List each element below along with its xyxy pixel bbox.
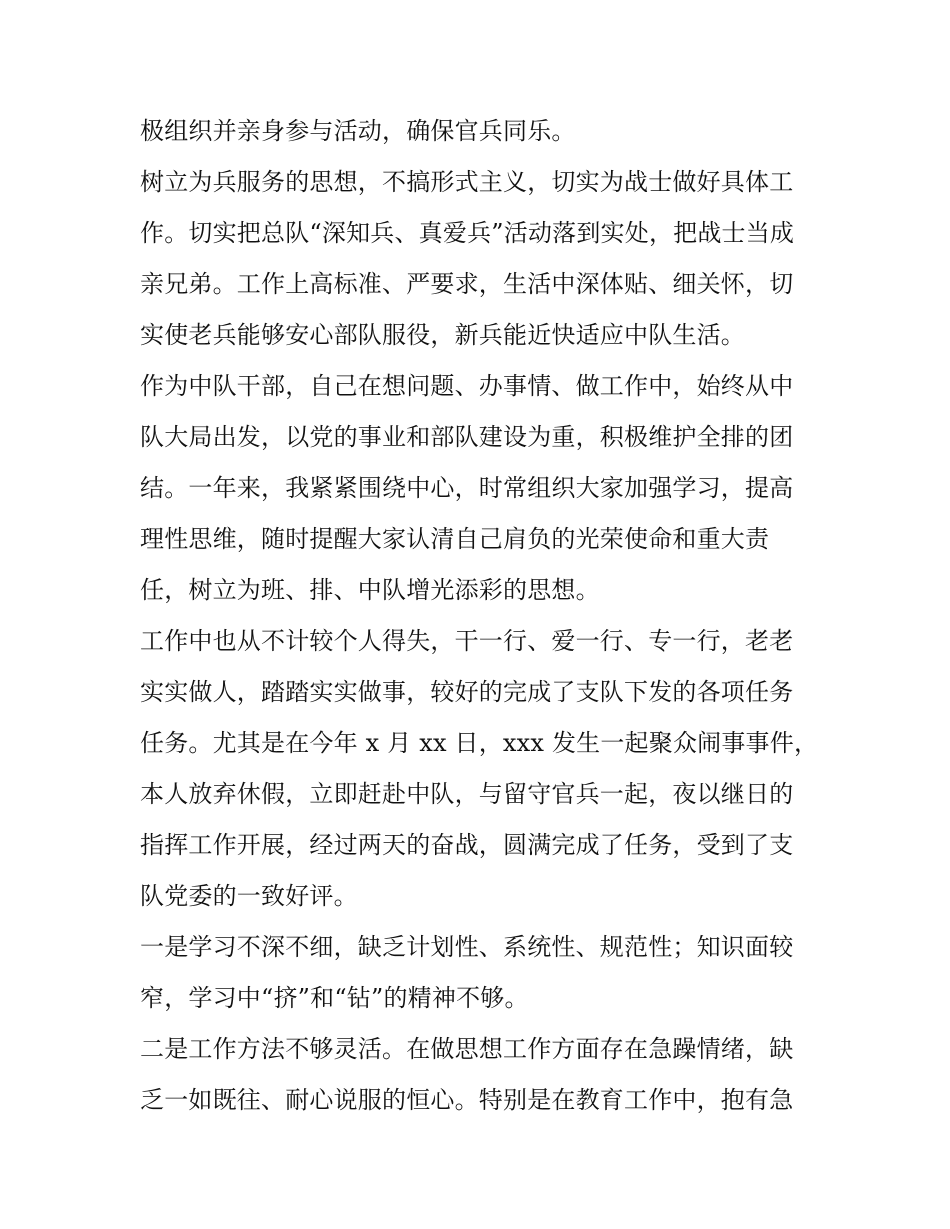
text-line: 工作中也从不计较个人得失，干一行、爱一行、专一行，老老 (140, 627, 794, 655)
text-line: 实实做人，踏踏实实做事，较好的完成了支队下发的各项任务 (140, 678, 794, 706)
text-line: 作。切实把总队“深知兵、真爱兵”活动落到实处，把战士当成 (140, 219, 795, 247)
text-line: 二是工作方法不够灵活。在做思想工作方面存在急躁情绪，缺 (140, 1035, 794, 1063)
text-line: 亲兄弟。工作上高标准、严要求，生活中深体贴、细关怀，切 (140, 270, 794, 298)
text-line: 窄，学习中“挤”和“钻”的精神不够。 (140, 984, 529, 1012)
text-line: 队大局出发，以党的事业和部队建设为重，积极维护全排的团 (140, 423, 794, 451)
text-line: 一是学习不深不细，缺乏计划性、系统性、规范性；知识面较 (140, 933, 794, 961)
text-line: 乏一如既往、耐心说服的恒心。特别是在教育工作中，抱有急 (140, 1086, 794, 1114)
text-line: 本人放弃休假，立即赶赴中队，与留守官兵一起，夜以继日的 (140, 780, 794, 808)
text-line: 任，树立为班、排、中队增光添彩的思想。 (140, 576, 600, 604)
text-line: 极组织并亲身参与活动，确保官兵同乐。 (140, 117, 576, 145)
text-line: 作为中队干部，自己在想问题、办事情、做工作中，始终从中 (140, 372, 794, 400)
text-line: 树立为兵服务的思想，不搞形式主义，切实为战士做好具体工 (140, 168, 794, 196)
text-line: 任务。尤其是在今年 x 月 xx 日，xxx 发生一起聚众闹事事件， (140, 729, 819, 757)
text-line: 理性思维，随时提醒大家认清自己肩负的光荣使命和重大责 (140, 525, 770, 553)
text-line: 实使老兵能够安心部队服役，新兵能近快适应中队生活。 (140, 321, 745, 349)
text-line: 结。一年来，我紧紧围绕中心，时常组织大家加强学习，提高 (140, 474, 794, 502)
text-line: 队党委的一致好评。 (140, 882, 358, 910)
text-line: 指挥工作开展，经过两天的奋战，圆满完成了任务，受到了支 (140, 831, 794, 859)
document-body (140, 106, 820, 1126)
